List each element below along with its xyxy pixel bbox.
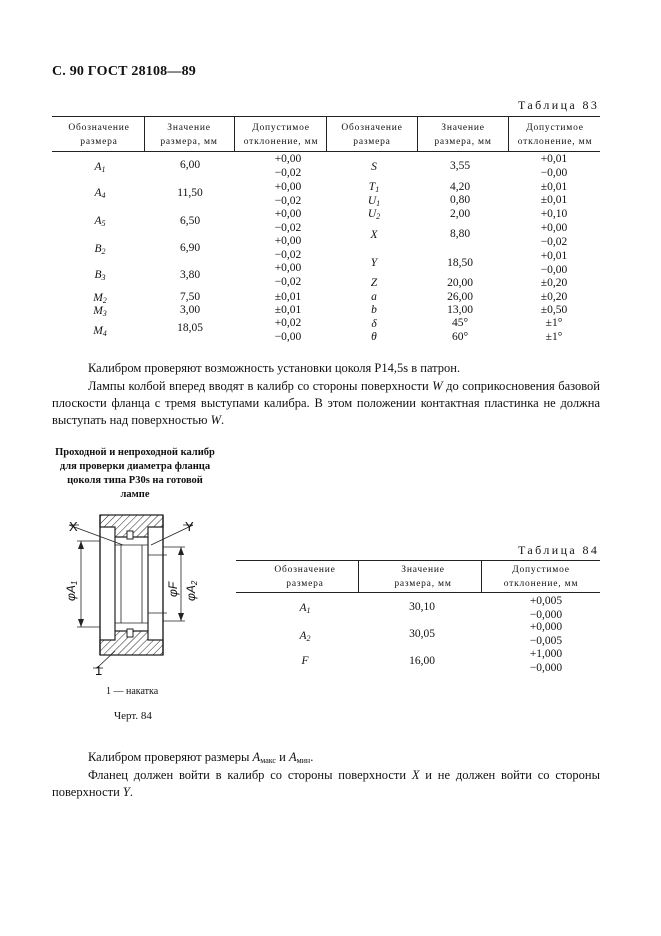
table-83-value: 8,80 <box>449 228 471 240</box>
table-84-divider <box>481 560 482 592</box>
table-83-tolerance: ±0,20 <box>540 277 568 289</box>
table-83-value: 4,20 <box>449 181 471 193</box>
table-83-symbol: Y <box>370 257 378 269</box>
table-84-tolerance: +1,000 −0,000 <box>529 648 563 674</box>
drawing-number: Черт. 84 <box>114 710 152 722</box>
table-83-tolerance: +0,00 −0,02 <box>274 262 302 288</box>
table-83-divider <box>144 116 145 151</box>
table-84-value: 30,05 <box>409 628 435 640</box>
table-84-caption: Таблица 84 <box>518 543 600 557</box>
table-83-tolerance: ±0,50 <box>540 304 568 316</box>
label-1: 1 <box>95 663 103 678</box>
table-83-symbol: $U_1$ <box>367 195 381 208</box>
label-x: X <box>69 519 78 534</box>
paragraph-flange: Фланец должен войти в калибр со стороны поверхности X и не должен войти со стороны поверхности Y. <box>52 768 600 799</box>
table-83-value: 3,55 <box>449 160 471 172</box>
table-83-symbol: Z <box>370 277 378 289</box>
table-83-tolerance: ±0,01 <box>540 181 568 193</box>
table-83-value: 60° <box>451 331 469 343</box>
table-84-symbol: F <box>301 655 309 667</box>
table-83-symbol: $A_5$ <box>94 215 106 228</box>
table-83-value: 6,90 <box>179 242 201 254</box>
table-83-tolerance: ±1° <box>545 331 563 343</box>
table-83-symbol: b <box>371 304 377 316</box>
gauge-drawing <box>55 505 235 695</box>
page-header: С. 90 ГОСТ 28108—89 <box>52 64 196 79</box>
table-84-divider <box>358 560 359 592</box>
table-83-symbol: $A_4$ <box>94 187 106 200</box>
table-83-symbol: $B_2$ <box>94 243 106 256</box>
table-83-value: 7,50 <box>179 291 201 303</box>
table-83-tolerance: ±1° <box>545 317 563 329</box>
table-83-symbol: a <box>371 291 377 303</box>
table-83-value: 0,80 <box>449 194 471 206</box>
table-83-divider <box>234 116 235 151</box>
label-dia-a1: φA1 <box>64 580 79 601</box>
figure-legend: 1 — накатка <box>106 686 159 697</box>
table-83-divider <box>508 116 509 151</box>
col-header-value: Значение размера, мм <box>434 123 492 147</box>
label-dia-a2: φA2 <box>184 580 199 601</box>
col-header-designation: Обозначение размера <box>274 565 336 589</box>
table-83-value: 13,00 <box>447 304 473 316</box>
paragraph-lamp-insertion: Лампы колбой вперед вводят в калибр со стороны поверхности W до соприкосновения базовой плоскости фланца с тремя выступами калибра. В этом положении контактная пластинка не должна выступать над поверхностью W. <box>52 379 600 427</box>
table-83-symbol: $M_4$ <box>93 325 107 338</box>
table-83-value: 11,50 <box>177 187 203 199</box>
col-header-value: Значение размера, мм <box>160 123 218 147</box>
figure-caption: Проходной и непроходной калибр для проверки диаметра фланца цоколя типа P30s на готовой лампе <box>55 447 215 500</box>
table-83-symbol: $B_3$ <box>94 269 106 282</box>
label-dia-f: φF <box>166 581 180 597</box>
col-header-designation: Обозначение размера <box>68 123 130 147</box>
table-84-symbol: $A_1$ <box>299 602 311 615</box>
col-header-value: Значение размера, мм <box>394 565 452 589</box>
col-header-tolerance: Допустимое отклонение, мм <box>517 123 593 147</box>
table-83-value: 18,50 <box>447 257 473 269</box>
paragraph-check-sizes: Калибром проверяют размеры $A_{макс}$ и $A_{мин}$. <box>88 750 314 765</box>
table-83-symbol: δ <box>371 318 377 330</box>
table-83-value: 3,00 <box>179 304 201 316</box>
table-83-symbol: S <box>371 161 377 173</box>
table-83-symbol: $M_2$ <box>93 292 107 305</box>
table-83-value: 6,00 <box>179 159 201 171</box>
table-83-header-rule <box>52 151 600 152</box>
table-83-value: 45° <box>451 317 469 329</box>
table-83-value: 20,00 <box>447 277 473 289</box>
table-83-value: 6,50 <box>179 215 201 227</box>
table-83-tolerance: +0,02 −0,00 <box>274 317 302 343</box>
table-84-symbol: $A_2$ <box>299 630 311 643</box>
table-83-symbol: θ <box>371 331 377 343</box>
col-header-designation: Обозначение размера <box>341 123 403 147</box>
table-83-symbol: $T_1$ <box>368 181 380 194</box>
table-83-tolerance: ±0,01 <box>540 194 568 206</box>
col-header-tolerance: Допустимое отклонение, мм <box>243 123 319 147</box>
paragraph-check-socket: Калибром проверяют возможность установки цоколя P14,5s в патрон. <box>88 361 461 375</box>
label-y: Y <box>185 519 194 534</box>
table-84-value: 16,00 <box>409 655 435 667</box>
table-83-tolerance: ±0,01 <box>274 304 302 316</box>
table-83-tolerance: ±0,20 <box>540 291 568 303</box>
table-83-value: 3,80 <box>179 269 201 281</box>
table-83-tolerance: +0,00 −0,02 <box>274 235 302 261</box>
table-83-tolerance: +0,01 −0,00 <box>540 153 568 179</box>
table-83-tolerance: +0,00 −0,02 <box>540 222 568 248</box>
table-83-divider <box>417 116 418 151</box>
col-header-tolerance: Допустимое отклонение, мм <box>503 565 579 589</box>
table-83-symbol: X <box>370 229 378 241</box>
table-84-header-rule <box>236 592 600 593</box>
table-83-tolerance: +0,10 <box>540 208 568 220</box>
table-84-tolerance: +0,000 −0,005 <box>529 621 563 647</box>
table-83-symbol: $M_3$ <box>93 305 107 318</box>
table-84-top-rule <box>236 560 600 561</box>
table-83-divider <box>326 116 327 151</box>
table-83-tolerance: +0,01 −0,00 <box>540 250 568 276</box>
table-83-tolerance: ±0,01 <box>274 291 302 303</box>
table-83-symbol: $U_2$ <box>367 208 381 221</box>
table-84-value: 30,10 <box>409 601 435 613</box>
table-83-tolerance: +0,00 −0,02 <box>274 181 302 207</box>
table-83-caption: Таблица 83 <box>518 98 600 112</box>
table-84-tolerance: +0,005 −0,000 <box>529 595 563 621</box>
table-83-tolerance: +0,00 −0,02 <box>274 153 302 179</box>
table-83-value: 18,05 <box>177 322 203 334</box>
table-83-symbol: $A_1$ <box>94 161 106 174</box>
table-83-value: 2,00 <box>449 208 471 220</box>
table-83-tolerance: +0,00 −0,02 <box>274 208 302 234</box>
table-83-value: 26,00 <box>447 291 473 303</box>
